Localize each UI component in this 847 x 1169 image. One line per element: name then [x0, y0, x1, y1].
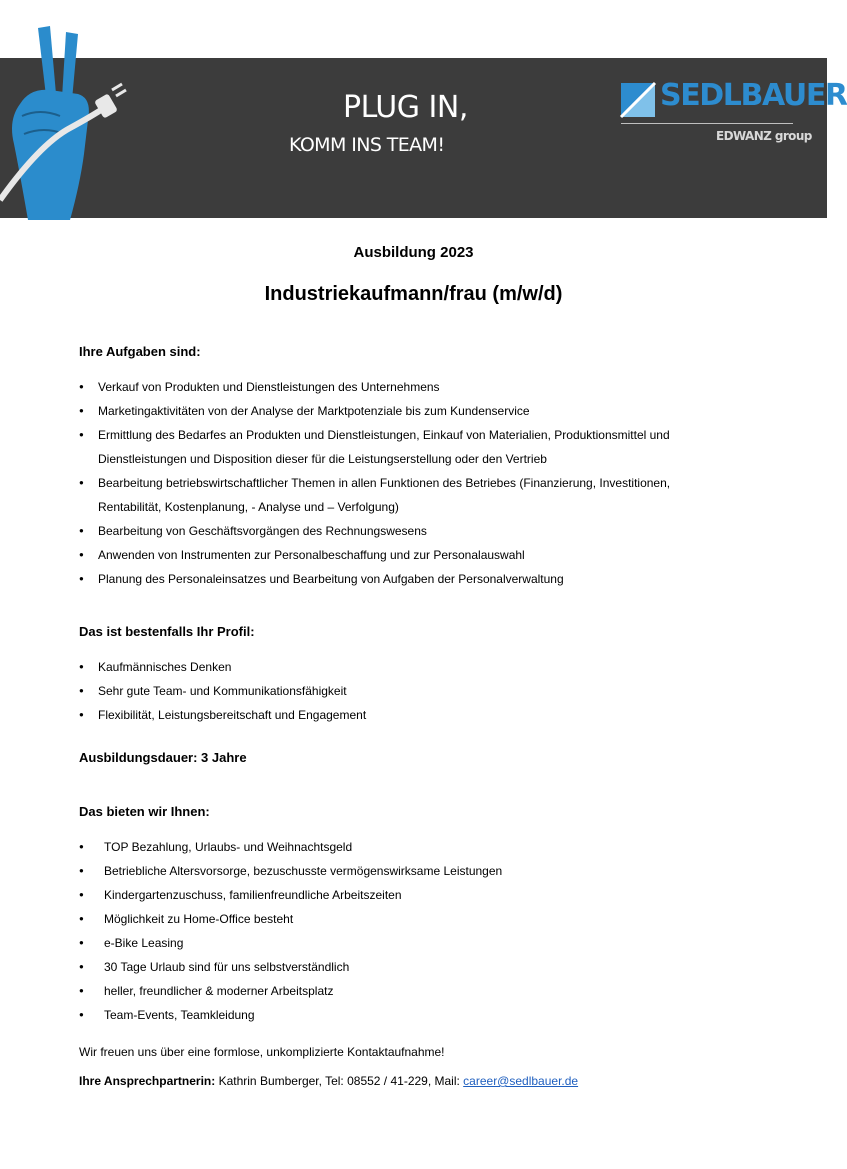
list-item: ● TOP Bezahlung, Urlaubs- und Weihnachtsgeld — [79, 835, 719, 859]
closing-text: Wir freuen uns über eine formlose, unkomplizierte Kontaktaufnahme! — [79, 1045, 445, 1059]
list-item: ● heller, freundlicher & moderner Arbeitsplatz — [79, 979, 719, 1003]
list-item: ● Anwenden von Instrumenten zur Personalbeschaffung und zur Personalauswahl — [79, 543, 719, 567]
slogan-line-2: KOMM INS TEAM! — [289, 134, 445, 156]
email-link[interactable]: career@sedlbauer.de — [463, 1074, 579, 1088]
list-item: ● Sehr gute Team- und Kommunikationsfähigkeit — [79, 679, 719, 703]
sedlbauer-logo-icon — [621, 83, 655, 117]
list-item: ● e-Bike Leasing — [79, 931, 719, 955]
job-title: Industriekaufmann/frau (m/w/d) — [264, 283, 563, 305]
list-item: ● Möglichkeit zu Home-Office besteht — [79, 907, 719, 931]
list-item: ● Team-Events, Teamkleidung — [79, 1003, 719, 1027]
duration-heading: Ausbildungsdauer: 3 Jahre — [79, 750, 247, 765]
profile-list — [79, 655, 719, 727]
tasks-heading: Ihre Aufgaben sind: — [79, 344, 201, 359]
list-item: ● Betriebliche Altersvorsorge, bezuschusste vermögenswirksame Leistungen — [79, 859, 719, 883]
list-item: ● Bearbeitung von Geschäftsvorgängen des Rechnungswesens — [79, 519, 719, 543]
training-year-heading: Ausbildung 2023 — [353, 244, 474, 261]
slogan-line-1: PLUG IN, — [343, 90, 468, 125]
contact-line — [79, 1074, 578, 1088]
list-item: ● Marketingaktivitäten von der Analyse der Marktpotenziale bis zum Kundenservice — [79, 399, 719, 423]
hand-with-plug-icon — [0, 24, 140, 220]
list-item: ● Planung des Personaleinsatzes und Bearbeitung von Aufgaben der Personalverwaltung — [79, 567, 719, 591]
logo-wordmark: SEDLBAUER — [660, 78, 847, 113]
list-item: ● 30 Tage Urlaub sind für uns selbstverständlich — [79, 955, 719, 979]
list-item: ● Flexibilität, Leistungsbereitschaft und Engagement — [79, 703, 719, 727]
logo-group-name: EDWANZ group — [716, 129, 812, 143]
offer-heading: Das bieten wir Ihnen: — [79, 804, 210, 819]
logo-divider — [621, 123, 793, 124]
tasks-list — [79, 375, 719, 591]
offer-list — [79, 835, 719, 1027]
list-item: ● Kindergartenzuschuss, familienfreundliche Arbeitszeiten — [79, 883, 719, 907]
list-item: ● Verkauf von Produkten und Dienstleistungen des Unternehmens — [79, 375, 719, 399]
list-item: ● Kaufmännisches Denken — [79, 655, 719, 679]
contact-details: Kathrin Bumberger, Tel: 08552 / 41-229, Mail: — [215, 1074, 464, 1088]
contact-label: Ihre Ansprechpartnerin: — [79, 1074, 216, 1088]
profile-heading: Das ist bestenfalls Ihr Profil: — [79, 624, 255, 639]
list-item: ● Ermittlung des Bedarfes an Produkten und Dienstleistungen, Einkauf von Materialien, Produktionsmittel und Dienstleistungen und Disposition dieser für die Leistungserstellung oder den Vertrieb — [79, 423, 719, 471]
list-item: ● Bearbeitung betriebswirtschaftlicher Themen in allen Funktionen des Betriebes (Finanzierung, Investitionen, Rentabilität, Kostenplanung, - Analyse und – Verfolgung) — [79, 471, 719, 519]
